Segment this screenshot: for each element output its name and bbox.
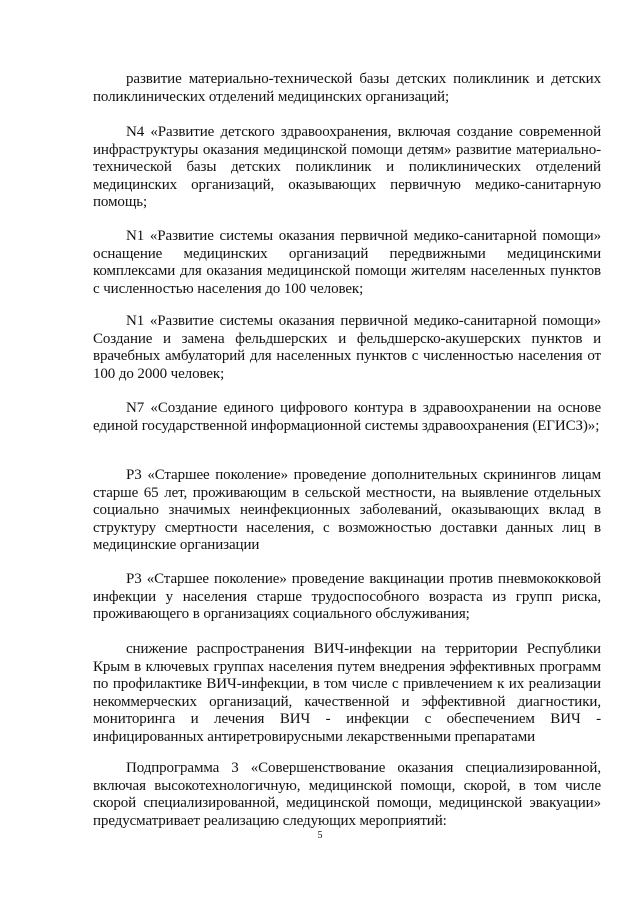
paragraph-p3-vaccination: P3 «Старшее поколение» проведение вакцинации против пневмококковой инфекции у населения старше трудоспособного возраста из групп риска, проживающего в организациях социального обслуживания; [93,571,601,623]
page-number: 5 [317,830,323,841]
paragraph-subprogram-3: Подпрограмма 3 «Совершенствование оказания специализированной, включая высокотехнологичную, медицинской помощи, скорой, в том числе скорой специализированной, медицинской помощи, медицинской эвакуации» предусматривает реализацию следующих мероприятий: [93,760,601,829]
paragraph-n7-digital-contour: N7 «Создание единого цифрового контура в здравоохранении на основе единой государственной информационной системы здравоохранения (ЕГИСЗ)»; [93,400,601,434]
paragraph-n1-feldsher-points: N1 «Развитие системы оказания первичной медико-санитарной помощи» Создание и замена фельдшерских и фельдшерско-акушерских пунктов и врачебных амбулаторий для населенных пунктов с численностью населения от 100 до 2000 человек; [93,313,601,382]
paragraph-n4-child-healthcare: N4 «Развитие детского здравоохранения, включая создание современной инфраструктуры оказания медицинской помощи детям» развитие материально-технической базы детских поликлиник и поликлинических отделений медицинских организаций, оказывающих первичную медико-санитарную помощь; [93,124,601,211]
paragraph-p3-screenings: P3 «Старшее поколение» проведение дополнительных скринингов лицам старше 65 лет, проживающим в сельской местности, на выявление отдельных социально значимых неинфекционных заболеваний, оказывающих вклад в структуру смертности населения, с возможностью доставки данных лиц в медицинские организации [93,467,601,554]
paragraph-hiv-reduction: снижение распространения ВИЧ-инфекции на территории Республики Крым в ключевых группах населения путем внедрения эффективных программ по профилактике ВИЧ-инфекции, в том числе с привлечением к их реализации некоммерческих организаций, качественной и эффективной диагностики, мониторинга и лечения ВИЧ - инфекции с обеспечением ВИЧ - инфицированных антиретровирусными лекарственными препаратами [93,641,601,745]
paragraph-infrastructure-clinics: развитие материально-технической базы детских поликлиник и детских поликлинических отделений медицинских организаций; [93,71,601,105]
paragraph-n1-mobile-complexes: N1 «Развитие системы оказания первичной медико-санитарной помощи» оснащение медицинских организаций передвижными медицинскими комплексами для оказания медицинской помощи жителям населенных пунктов с численностью населения до 100 человек; [93,228,601,297]
